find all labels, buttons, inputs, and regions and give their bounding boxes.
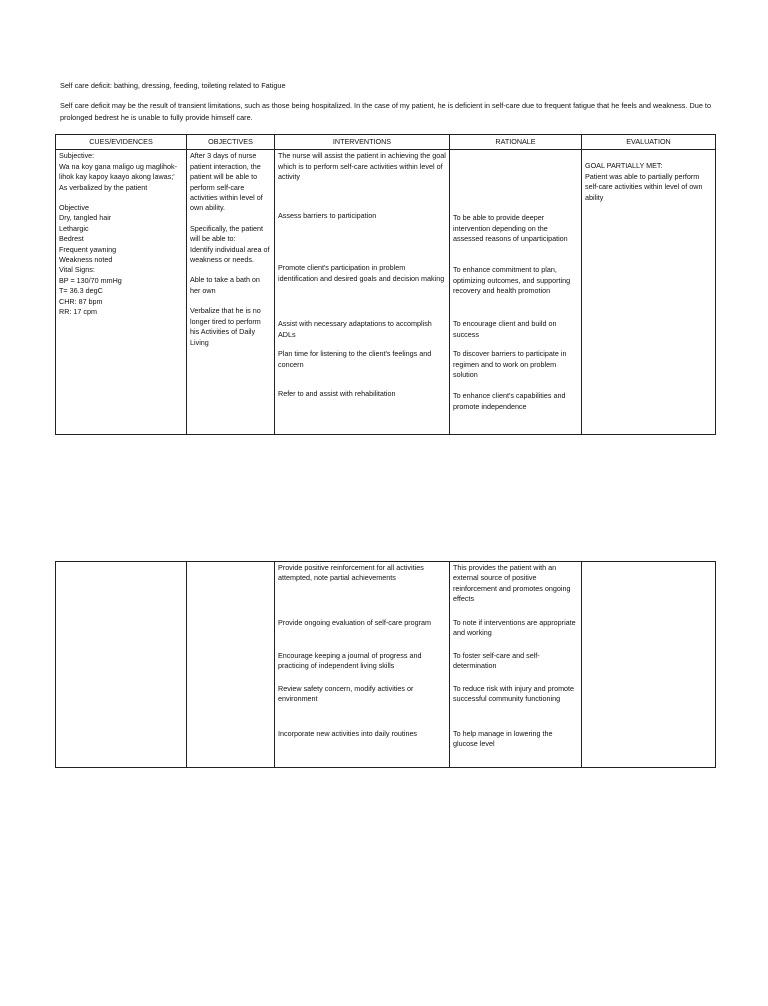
column-header-evaluation: EVALUATION [582,135,716,150]
table-row [56,150,716,435]
intervention-item: Promote client's participation in problem identification and desired goals and decision making [278,263,445,283]
column-header-cues: CUES/EVIDENCES [56,135,187,150]
intervention-item: Provide positive reinforcement for all activities attempted, note partial achievements [278,563,424,583]
evaluation-label: GOAL PARTIALLY MET: [585,161,663,171]
objectives-cell-empty [187,562,275,768]
cues-cell [56,150,187,435]
subjective-text: Wa na koy gana maligo ug maglihok-lihok kay kapoy kaayo akong lawas;' As verbalized by the patient [59,161,177,192]
column-header-interventions: INTERVENTIONS [275,135,450,150]
intervention-item: Assess barriers to participation [278,211,377,221]
care-plan-table-2 [55,561,716,768]
vital-sign: T= 36.3 degC [59,286,103,296]
rationale-item: To reduce risk with injury and promote successful community functioning [453,684,575,704]
intervention-item: Provide ongoing evaluation of self-care program [278,618,432,627]
vital-sign: RR: 17 cpm [59,307,97,317]
intervention-item: Assist with necessary adaptations to accomplish ADLs [278,319,432,339]
objective-specific: Identify individual area of weakness or needs. [190,244,270,265]
page-title: Self care deficit: bathing, dressing, feeding, toileting related to Fatigue [60,81,286,90]
rationale-item: To foster self-care and self-determination [453,651,540,671]
column-header-rationale: RATIONALE [450,135,582,150]
objective-item: Weakness noted [59,255,113,265]
objective-specific: Able to take a bath on her own [190,275,260,295]
objective-item: Lethargic [59,223,89,233]
intervention-item: The nurse will assist the patient in achieving the goal which is to perform self-care activities within level of activity [278,151,446,182]
rationale-item: To encourage client and build on success [453,319,557,339]
evaluation-cell-empty [582,562,716,768]
objective-specific: Verbalize that he is no longer tired to perform his Activities of Daily Living [190,306,261,347]
interventions-cell [275,562,450,768]
objective-general: After 3 days of nurse patient interaction, the patient will be able to perform self-care activities within level of own ability. [190,151,263,213]
care-plan-table-1 [55,134,716,435]
objective-item: Bedrest [59,234,84,244]
objective-item: Dry, tangled hair [59,213,112,223]
rationale-cell [450,562,582,768]
intro-paragraph: Self care deficit may be the result of transient limitations, such as those being hospitalized. In the case of my patient, he is deficient in self-care due to frequent fatigue that he feels and weakness. Due to prolonged bedrest he is unable to fully provide himself care. [60,101,712,122]
rationale-item: To be able to provide deeper intervention depending on the assessed reasons of unparticipation [453,213,568,244]
rationale-item: To discover barriers to participate in regimen and to work on problem solution [453,349,567,380]
table-header-row [56,135,716,150]
intervention-item: Incorporate new activities into daily routines [278,729,418,738]
intervention-item: Review safety concern, modify activities or environment [278,684,414,704]
interventions-cell [275,150,450,435]
subjective-label: Subjective: [59,151,95,161]
evaluation-text: Patient was able to partially perform self-care activities within level of own ability [585,171,703,202]
intervention-item: Encourage keeping a journal of progress and practicing of independent living skills [278,651,422,671]
evaluation-cell [582,150,716,435]
column-header-objectives: OBJECTIVES [187,135,275,150]
intervention-item: Plan time for listening to the client's feelings and concern [278,349,432,369]
objective-item: Frequent yawning [59,244,117,254]
rationale-item: To enhance client's capabilities and promote independence [453,391,566,411]
vitals-label: Vital Signs: [59,265,95,275]
objective-specific-intro: Specifically, the patient will be able to: [190,223,263,244]
vital-sign: CHR: 87 bpm [59,296,103,306]
rationale-item: To note if interventions are appropriate and working [453,618,576,638]
rationale-item: To enhance commitment to plan, optimizing outcomes, and supporting recovery and health promotion [453,265,571,296]
rationale-item: To help manage in lowering the glucose level [453,729,553,749]
rationale-cell [450,150,582,435]
rationale-item: This provides the patient with an external source of positive reinforcement and promotes ongoing effects [453,563,571,604]
objective-label: Objective [59,203,89,213]
objectives-cell [187,150,275,435]
intervention-item: Refer to and assist with rehabilitation [278,389,396,399]
table-row [56,562,716,768]
cues-cell-empty [56,562,187,768]
vital-sign: BP = 130/70 mmHg [59,275,122,285]
